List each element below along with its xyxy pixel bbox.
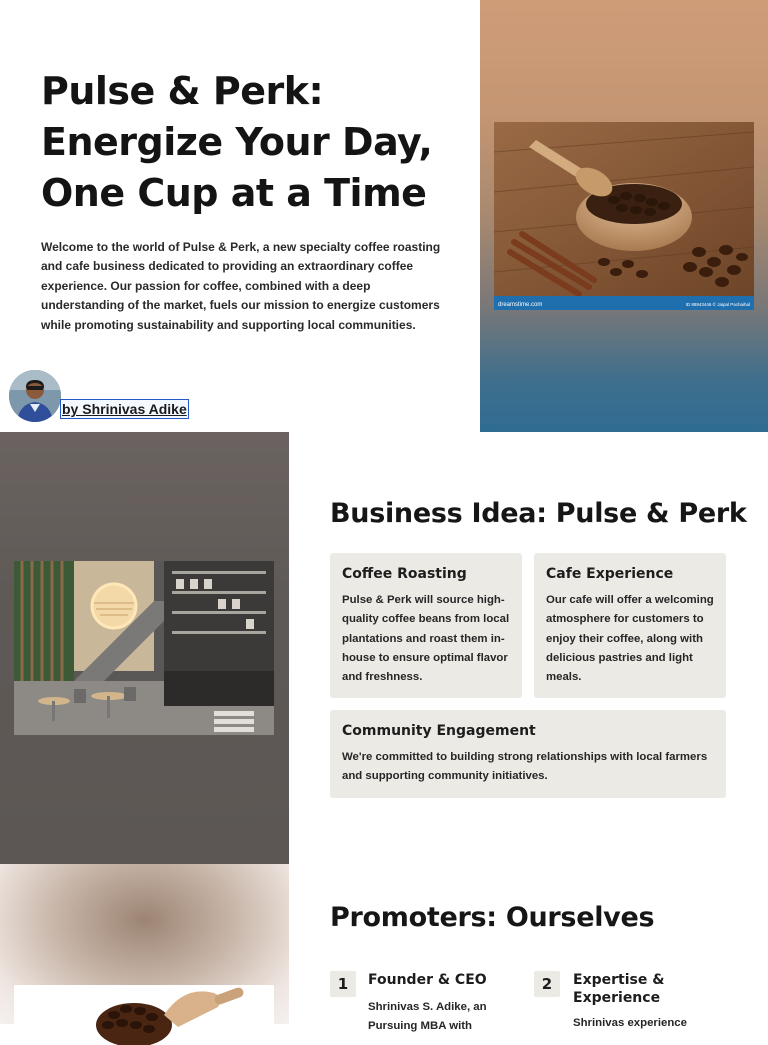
- card-text: Pulse & Perk will source high-quality coffee beans from local plantations and roast them in-house to ensure optimal flavor and freshness.: [342, 594, 510, 684]
- card-title: Coffee Roasting: [342, 566, 467, 582]
- photo-watermark-right: ID 88943446 © Jaipal Pachaihal: [685, 302, 750, 307]
- number-badge: 1: [330, 971, 356, 997]
- page-title: Pulse & Perk: Energize Your Day, One Cup at a Time: [41, 69, 433, 215]
- business-section-title: Business Idea: Pulse & Perk: [330, 498, 747, 529]
- card-text: We're committed to building strong relationships with local farmers and supporting community initiatives.: [342, 751, 708, 783]
- promoter-title: Founder & CEO: [368, 972, 487, 988]
- promoter-title: Expertise & Experience: [573, 972, 665, 1006]
- card-title: Cafe Experience: [546, 566, 674, 582]
- avatar[interactable]: [9, 370, 61, 422]
- card-cafe-experience: [534, 553, 726, 698]
- avatar-person-icon: [9, 370, 61, 422]
- photo-watermark-left: dreamstime.com: [498, 302, 543, 308]
- cafe-interior-photo: [14, 561, 274, 735]
- number-badge: 2: [534, 971, 560, 997]
- card-coffee-roasting: [330, 553, 522, 698]
- promoter-text: Shrinivas S. Adike, an Pursuing MBA with: [368, 1001, 487, 1033]
- author-link[interactable]: by Shrinivas Adike: [62, 401, 187, 417]
- promoters-section-title: Promoters: Ourselves: [330, 902, 655, 933]
- promoter-text: Shrinivas experience: [573, 1017, 687, 1029]
- hero-description: Welcome to the world of Pulse & Perk, a new specialty coffee roasting and cafe business dedicated to providing an extraordinary coffee experience. Our passion for coffee, combined with a deep understanding of the market, fuels our mission to energize customers while promoting sustainability and supporting local communities.: [41, 240, 441, 332]
- card-title: Community Engagement: [342, 723, 536, 739]
- card-community-engagement: [330, 710, 726, 798]
- coffee-beans-photo: [494, 122, 754, 310]
- card-text: Our cafe will offer a welcoming atmosphere for customers to enjoy their coffee, along with delicious pastries and light meals.: [546, 594, 714, 684]
- coffee-scoop-photo: [14, 985, 274, 1045]
